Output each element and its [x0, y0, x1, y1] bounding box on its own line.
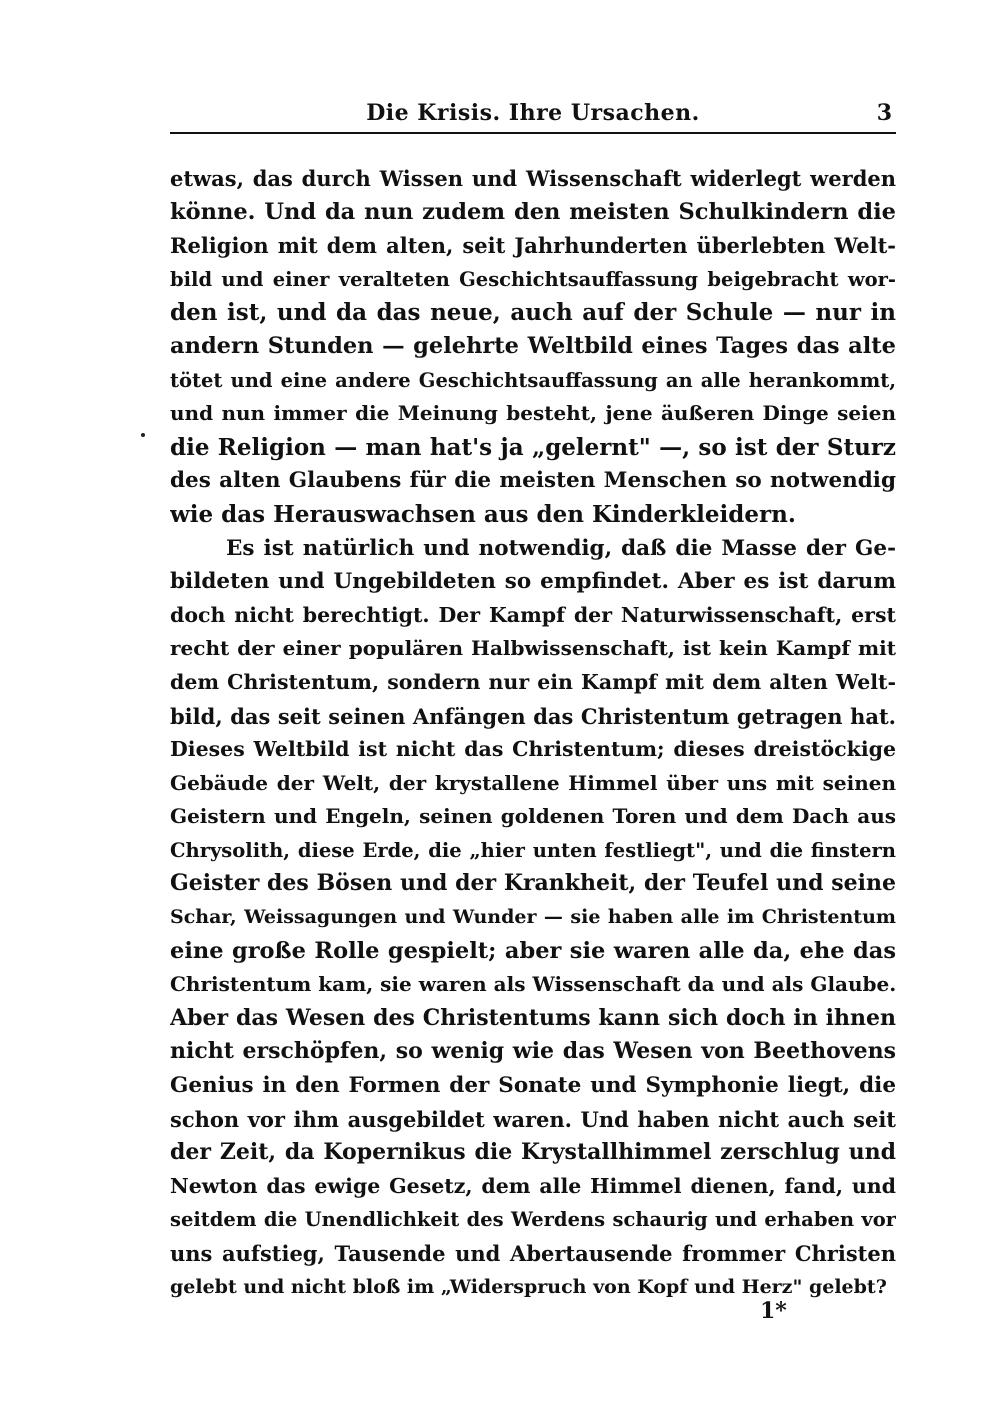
text-line: doch nicht berechtigt. Der Kampf der Naturwissenschaft, erst [170, 602, 896, 627]
text-line: tötet und eine andere Geschichtsauffassung an alle herankommt, [170, 368, 896, 392]
text-line: Gebäude der Welt, der krystallene Himmel über uns mit seinen [170, 770, 896, 795]
text-line: wie das Herauswachsen aus den Kinderkleidern. [170, 500, 796, 528]
text-line: seitdem die Unendlichkeit des Werdens schaurig und erhaben vor [170, 1208, 896, 1232]
text-line: Geistern und Engeln, seinen goldenen Toren und dem Dach aus [170, 804, 896, 829]
page-number: 3 [876, 100, 892, 126]
running-title: Die Krisis. Ihre Ursachen. [366, 100, 700, 126]
text-line: des alten Glaubens für die meisten Menschen so notwendig [170, 468, 896, 494]
text-line: uns aufstieg, Tausende und Abertausende frommer Christen [170, 1241, 896, 1266]
text-line: eine große Rolle gespielt; aber sie waren alle da, ehe das [170, 937, 896, 964]
text-line: könne. Und da nun zudem den meisten Schulkindern die [170, 198, 896, 225]
body-text [170, 162, 896, 1304]
text-line: Aber das Wesen des Christentums kann sich doch in ihnen [170, 1004, 896, 1031]
text-line: Dieses Weltbild ist nicht das Christentum; dieses dreistöckige [170, 737, 896, 762]
text-line: den ist, und da das neue, auch auf der Schule — nur in [170, 299, 896, 327]
text-line: Genius in den Formen der Sonate und Symphonie liegt, die [170, 1073, 896, 1099]
text-line: Newton das ewige Gesetz, dem alle Himmel dienen, fand, und [170, 1173, 896, 1198]
text-line: Christentum kam, sie waren als Wissenschaft da und als Glaube. [170, 972, 896, 997]
text-line: der Zeit, da Kopernikus die Krystallhimmel zerschlug und [170, 1139, 896, 1166]
text-line: bildeten und Ungebildeten so empfindet. Aber es ist darum [170, 569, 896, 595]
text-line: Religion mit dem alten, seit Jahrhunderten überlebten Welt- [170, 233, 896, 259]
running-head [170, 98, 896, 134]
text-line: nicht erschöpfen, so wenig wie das Wesen von Beethovens [170, 1038, 896, 1065]
text-line: andern Stunden — gelehrte Weltbild eines Tages das alte [170, 332, 896, 359]
text-line: dem Christentum, sondern nur ein Kampf mit dem alten Welt- [170, 669, 896, 694]
text-line: Schar, Weissagungen und Wunder — sie haben alle im Christentum [170, 906, 896, 929]
signature-mark: 1* [760, 1298, 787, 1324]
text-line: recht der einer populären Halbwissenschaft, ist kein Kampf mit [170, 636, 896, 661]
text-line: bild, das seit seinen Anfängen das Christentum getragen hat. [170, 703, 896, 729]
text-line: und nun immer die Meinung besteht, jene äußeren Dinge seien [170, 401, 896, 426]
text-line: Geister des Bösen und der Krankheit, der Teufel und seine [170, 870, 896, 897]
text-line: etwas, das durch Wissen und Wissenschaft widerlegt werden [170, 166, 896, 191]
text-line: bild und einer veralteten Geschichtsauffassung beigebracht wor- [170, 267, 896, 291]
print-speck [141, 433, 145, 437]
text-line: Chrysolith, diese Erde, die „hier unten festliegt", und die finstern [170, 838, 896, 862]
text-line: die Religion — man hat's ja „gelernt" —, so ist der Sturz [170, 433, 896, 461]
text-line: schon vor ihm ausgebildet waren. Und haben nicht auch seit [170, 1106, 896, 1132]
text-line: Es ist natürlich und notwendig, daß die Masse der Ge- [226, 535, 896, 561]
text-line: gelebt und nicht bloß im „Widerspruch von Kopf und Herz" gelebt? [170, 1275, 887, 1298]
